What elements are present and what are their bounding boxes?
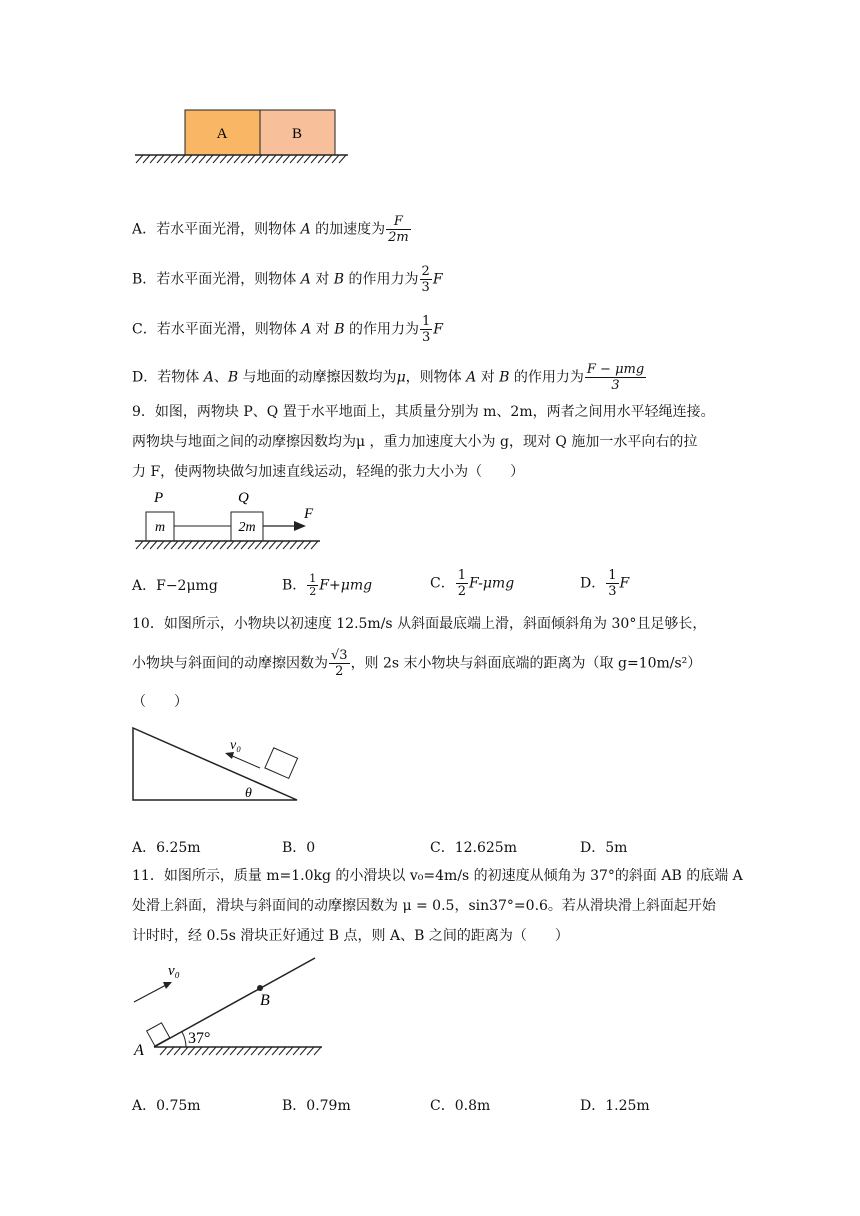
q10-figure	[130, 725, 305, 805]
hatch-mark	[241, 155, 248, 163]
option-text: B．	[282, 577, 307, 594]
option-text: D．若物体	[132, 369, 204, 386]
fraction	[420, 314, 432, 345]
q11-option-a: A．0.75m	[132, 1098, 201, 1114]
hatch-mark	[220, 155, 227, 163]
q9-option-d	[580, 568, 629, 599]
var: F	[432, 271, 443, 288]
numerator: 1	[608, 568, 617, 583]
option-text: 对	[311, 321, 335, 338]
hatch-mark	[241, 541, 248, 549]
denominator: 2	[335, 664, 344, 679]
denominator: 3	[421, 280, 430, 295]
a-label: A	[134, 1042, 144, 1059]
hatch-mark	[307, 1047, 314, 1055]
block-b-label: B	[291, 126, 303, 142]
q9-stem-line-1: 9．如图，两物块 P、Q 置于水平地面上，其质量分别为 m、2m，两者之间用水平轻绳连接。	[132, 404, 715, 420]
q11-option-b: B．0.79m	[282, 1098, 351, 1114]
hatch-mark	[276, 541, 283, 549]
option-text: C．若水平面光滑，则物体	[132, 321, 302, 338]
hatch-mark	[213, 541, 220, 549]
hatch-mark	[269, 155, 276, 163]
hatch-mark	[325, 155, 332, 163]
option-text: 的作用力为	[509, 369, 584, 386]
hatch-mark	[213, 155, 220, 163]
hatch-mark	[185, 155, 192, 163]
hatch-mark	[230, 1047, 237, 1055]
hatch-mark	[339, 155, 346, 163]
hatch-mark	[171, 155, 178, 163]
option-text: F+μmg	[319, 577, 373, 594]
denominator: 2m	[388, 230, 409, 245]
hatch-mark	[251, 1047, 258, 1055]
mu-symbol: μ	[396, 369, 406, 386]
hatch-mark	[276, 155, 283, 163]
hatch-mark	[171, 541, 178, 549]
fraction	[307, 573, 318, 598]
hatch-mark	[143, 541, 150, 549]
q10-option-c: C．12.625m	[430, 840, 517, 856]
theta-label: θ	[245, 786, 252, 801]
hatch-mark	[234, 155, 241, 163]
hatch-mark	[279, 1047, 286, 1055]
hatch-mark	[164, 155, 171, 163]
q11-stem-line-2: 处滑上斜面，滑块与斜面间的动摩擦因数为 μ = 0.5，sin37°=0.6。若从滑块滑上斜面起开始	[132, 898, 716, 914]
p-label: P	[154, 490, 164, 506]
hatch-mark	[255, 155, 262, 163]
hatch-mark	[223, 1047, 230, 1055]
option-text: 与地面的动摩擦因数均为	[238, 369, 397, 386]
fraction	[420, 264, 432, 295]
q9-figure	[130, 488, 330, 554]
hatch-mark	[265, 1047, 272, 1055]
hatch-mark	[178, 541, 185, 549]
var: A	[203, 369, 214, 386]
numerator: F	[386, 214, 411, 230]
velocity-arrow	[134, 985, 166, 1002]
hatch-mark	[237, 1047, 244, 1055]
q8-option-a	[132, 214, 412, 245]
hatch-mark	[290, 541, 297, 549]
option-text: 的加速度为	[310, 221, 386, 238]
numerator: √3	[331, 648, 348, 663]
q10-option-a: A．6.25m	[132, 840, 201, 856]
hatch-mark	[202, 1047, 209, 1055]
sliding-block	[265, 748, 298, 779]
option-text: 小物块与斜面间的动摩擦因数为	[132, 655, 328, 672]
hatch-mark	[234, 541, 241, 549]
option-text: F	[619, 575, 630, 592]
hatch-mark	[136, 541, 143, 549]
numerator: 1	[309, 572, 317, 585]
denominator: 2	[457, 584, 466, 599]
hatch-mark	[136, 155, 143, 163]
option-text: ，则物体	[405, 369, 467, 386]
q10-stem-line-2	[132, 648, 701, 679]
velocity-arrow	[230, 755, 260, 768]
hatch-mark	[150, 155, 157, 163]
hatch-mark	[314, 1047, 321, 1055]
option-text: F-μmg	[469, 575, 515, 592]
q10-stem-line-1: 10．如图所示，小物块以初速度 12.5m/s 从斜面最底端上滑，斜面倾斜角为 30°且足够长，	[132, 616, 707, 632]
hatch-mark	[199, 541, 206, 549]
option-text: 的作用力为	[344, 321, 419, 338]
hatch-mark	[304, 155, 311, 163]
hatch-mark	[185, 541, 192, 549]
var: A	[300, 221, 311, 238]
q8-figure	[130, 100, 355, 170]
var: A	[466, 369, 477, 386]
q11-stem-line-1: 11．如图所示，质量 m=1.0kg 的小滑块以 v₀=4m/s 的初速度从倾角为 37°的斜面 AB 的底端 A	[132, 868, 743, 884]
hatch-mark	[195, 1047, 202, 1055]
hatch-mark	[269, 541, 276, 549]
force-label: F	[304, 506, 314, 522]
q11-stem-line-3: 计时时，经 0.5s 滑块正好通过 B 点，则 A、B 之间的距离为（ ）	[132, 928, 569, 944]
v0-label: v₀	[230, 738, 242, 753]
v0-label: v₀	[168, 963, 180, 979]
q11-figure	[130, 955, 330, 1060]
hatch-mark	[209, 1047, 216, 1055]
denominator: 2	[309, 585, 317, 598]
hatch-mark	[206, 541, 213, 549]
var: B	[499, 369, 510, 386]
hatch-mark	[300, 1047, 307, 1055]
ground-hatch	[136, 541, 318, 549]
hatch-mark	[297, 155, 304, 163]
hatch-mark	[150, 541, 157, 549]
q9-stem-line-2: 两物块与地面之间的动摩擦因数均为μ ，重力加速度大小为 g，现对 Q 施加一水平向右的拉	[132, 434, 698, 450]
q11-option-c: C．0.8m	[430, 1098, 491, 1114]
hatch-mark	[248, 541, 255, 549]
denominator: 3	[421, 330, 431, 345]
hatch-mark	[227, 541, 234, 549]
hatch-mark	[206, 155, 213, 163]
var: A	[300, 271, 311, 288]
force-arrow-head	[294, 521, 306, 531]
hatch-mark	[178, 155, 185, 163]
hatch-mark	[157, 155, 164, 163]
hatch-mark	[248, 155, 255, 163]
hatch-mark	[192, 155, 199, 163]
var: B	[227, 369, 239, 386]
q8-option-b	[132, 264, 443, 295]
velocity-arrow-head	[225, 752, 234, 759]
angle-label: 37°	[188, 1030, 211, 1047]
var: F	[433, 321, 443, 338]
hatch-mark	[255, 541, 262, 549]
denominator: 3	[608, 584, 617, 599]
hatch-mark	[220, 541, 227, 549]
hatch-mark	[318, 155, 325, 163]
hatch-mark	[297, 541, 304, 549]
numerator: 1	[457, 568, 466, 583]
hatch-mark	[332, 155, 339, 163]
option-text: 的作用力为	[344, 271, 419, 288]
hatch-mark	[258, 1047, 265, 1055]
q-mass-label: 2m	[238, 520, 256, 535]
point-b	[257, 985, 263, 991]
option-text: C．	[430, 575, 455, 592]
q10-option-d: D．5m	[580, 840, 628, 856]
hatch-mark	[262, 541, 269, 549]
var: B	[333, 271, 345, 288]
sliding-block	[147, 1023, 170, 1046]
hatch-mark	[192, 541, 199, 549]
q11-option-d: D．1.25m	[580, 1098, 650, 1114]
hatch-mark	[311, 155, 318, 163]
hatch-mark	[244, 1047, 251, 1055]
fraction	[456, 568, 468, 599]
option-text: A．若水平面光滑，则物体	[132, 221, 301, 238]
q9-option-c	[430, 568, 514, 599]
hatch-mark	[164, 541, 171, 549]
hatch-mark	[188, 1047, 195, 1055]
hatch-mark	[227, 155, 234, 163]
hatch-mark	[304, 541, 311, 549]
hatch-mark	[157, 541, 164, 549]
block-a-label: A	[216, 126, 228, 142]
numerator: 1	[421, 314, 431, 329]
fraction	[585, 362, 646, 393]
hatch-mark	[286, 1047, 293, 1055]
hatch-mark	[290, 155, 297, 163]
q10-option-b: B．0	[282, 840, 316, 856]
var: B	[334, 321, 345, 338]
hatch-mark	[174, 1047, 181, 1055]
b-label: B	[260, 992, 270, 1009]
option-text: 对	[476, 369, 500, 386]
hatch-mark	[272, 1047, 279, 1055]
hatch-mark	[293, 1047, 300, 1055]
fraction	[386, 214, 411, 245]
ground-hatch	[136, 155, 346, 163]
option-text: 对	[310, 271, 334, 288]
hatch-mark	[311, 541, 318, 549]
hatch-mark	[283, 541, 290, 549]
q-label: Q	[238, 490, 249, 506]
q9-option-a: A．F−2μmg	[132, 578, 218, 594]
denominator: 3	[611, 378, 620, 393]
q10-stem-line-3: （ ）	[132, 694, 188, 710]
p-mass-label: m	[154, 520, 166, 535]
q9-stem-line-3: 力 F，使两物块做匀加速直线运动，轻绳的张力大小为（ ）	[132, 464, 525, 480]
fraction	[329, 648, 350, 679]
hatch-mark	[160, 1047, 167, 1055]
numerator: F − μmg	[586, 362, 645, 377]
q9-option-b	[282, 573, 372, 598]
option-text: ，则 2s 末小物块与斜面底端的距离为（取 g=10m/s²）	[350, 655, 702, 672]
q8-option-c	[132, 314, 443, 345]
var: A	[301, 321, 312, 338]
q8-option-d	[132, 362, 647, 393]
option-text: B．若水平面光滑，则物体	[132, 271, 301, 288]
hatch-mark	[262, 155, 269, 163]
option-text: 、	[213, 369, 228, 386]
hatch-mark	[143, 155, 150, 163]
hatch-mark	[181, 1047, 188, 1055]
fraction	[606, 568, 618, 599]
angle-arc	[182, 1032, 186, 1047]
hatch-mark	[199, 155, 206, 163]
hatch-mark	[167, 1047, 174, 1055]
hatch-mark	[216, 1047, 223, 1055]
option-text: D．	[580, 575, 606, 592]
hatch-mark	[283, 155, 290, 163]
numerator: 2	[421, 264, 430, 279]
ground-hatch	[160, 1047, 321, 1055]
